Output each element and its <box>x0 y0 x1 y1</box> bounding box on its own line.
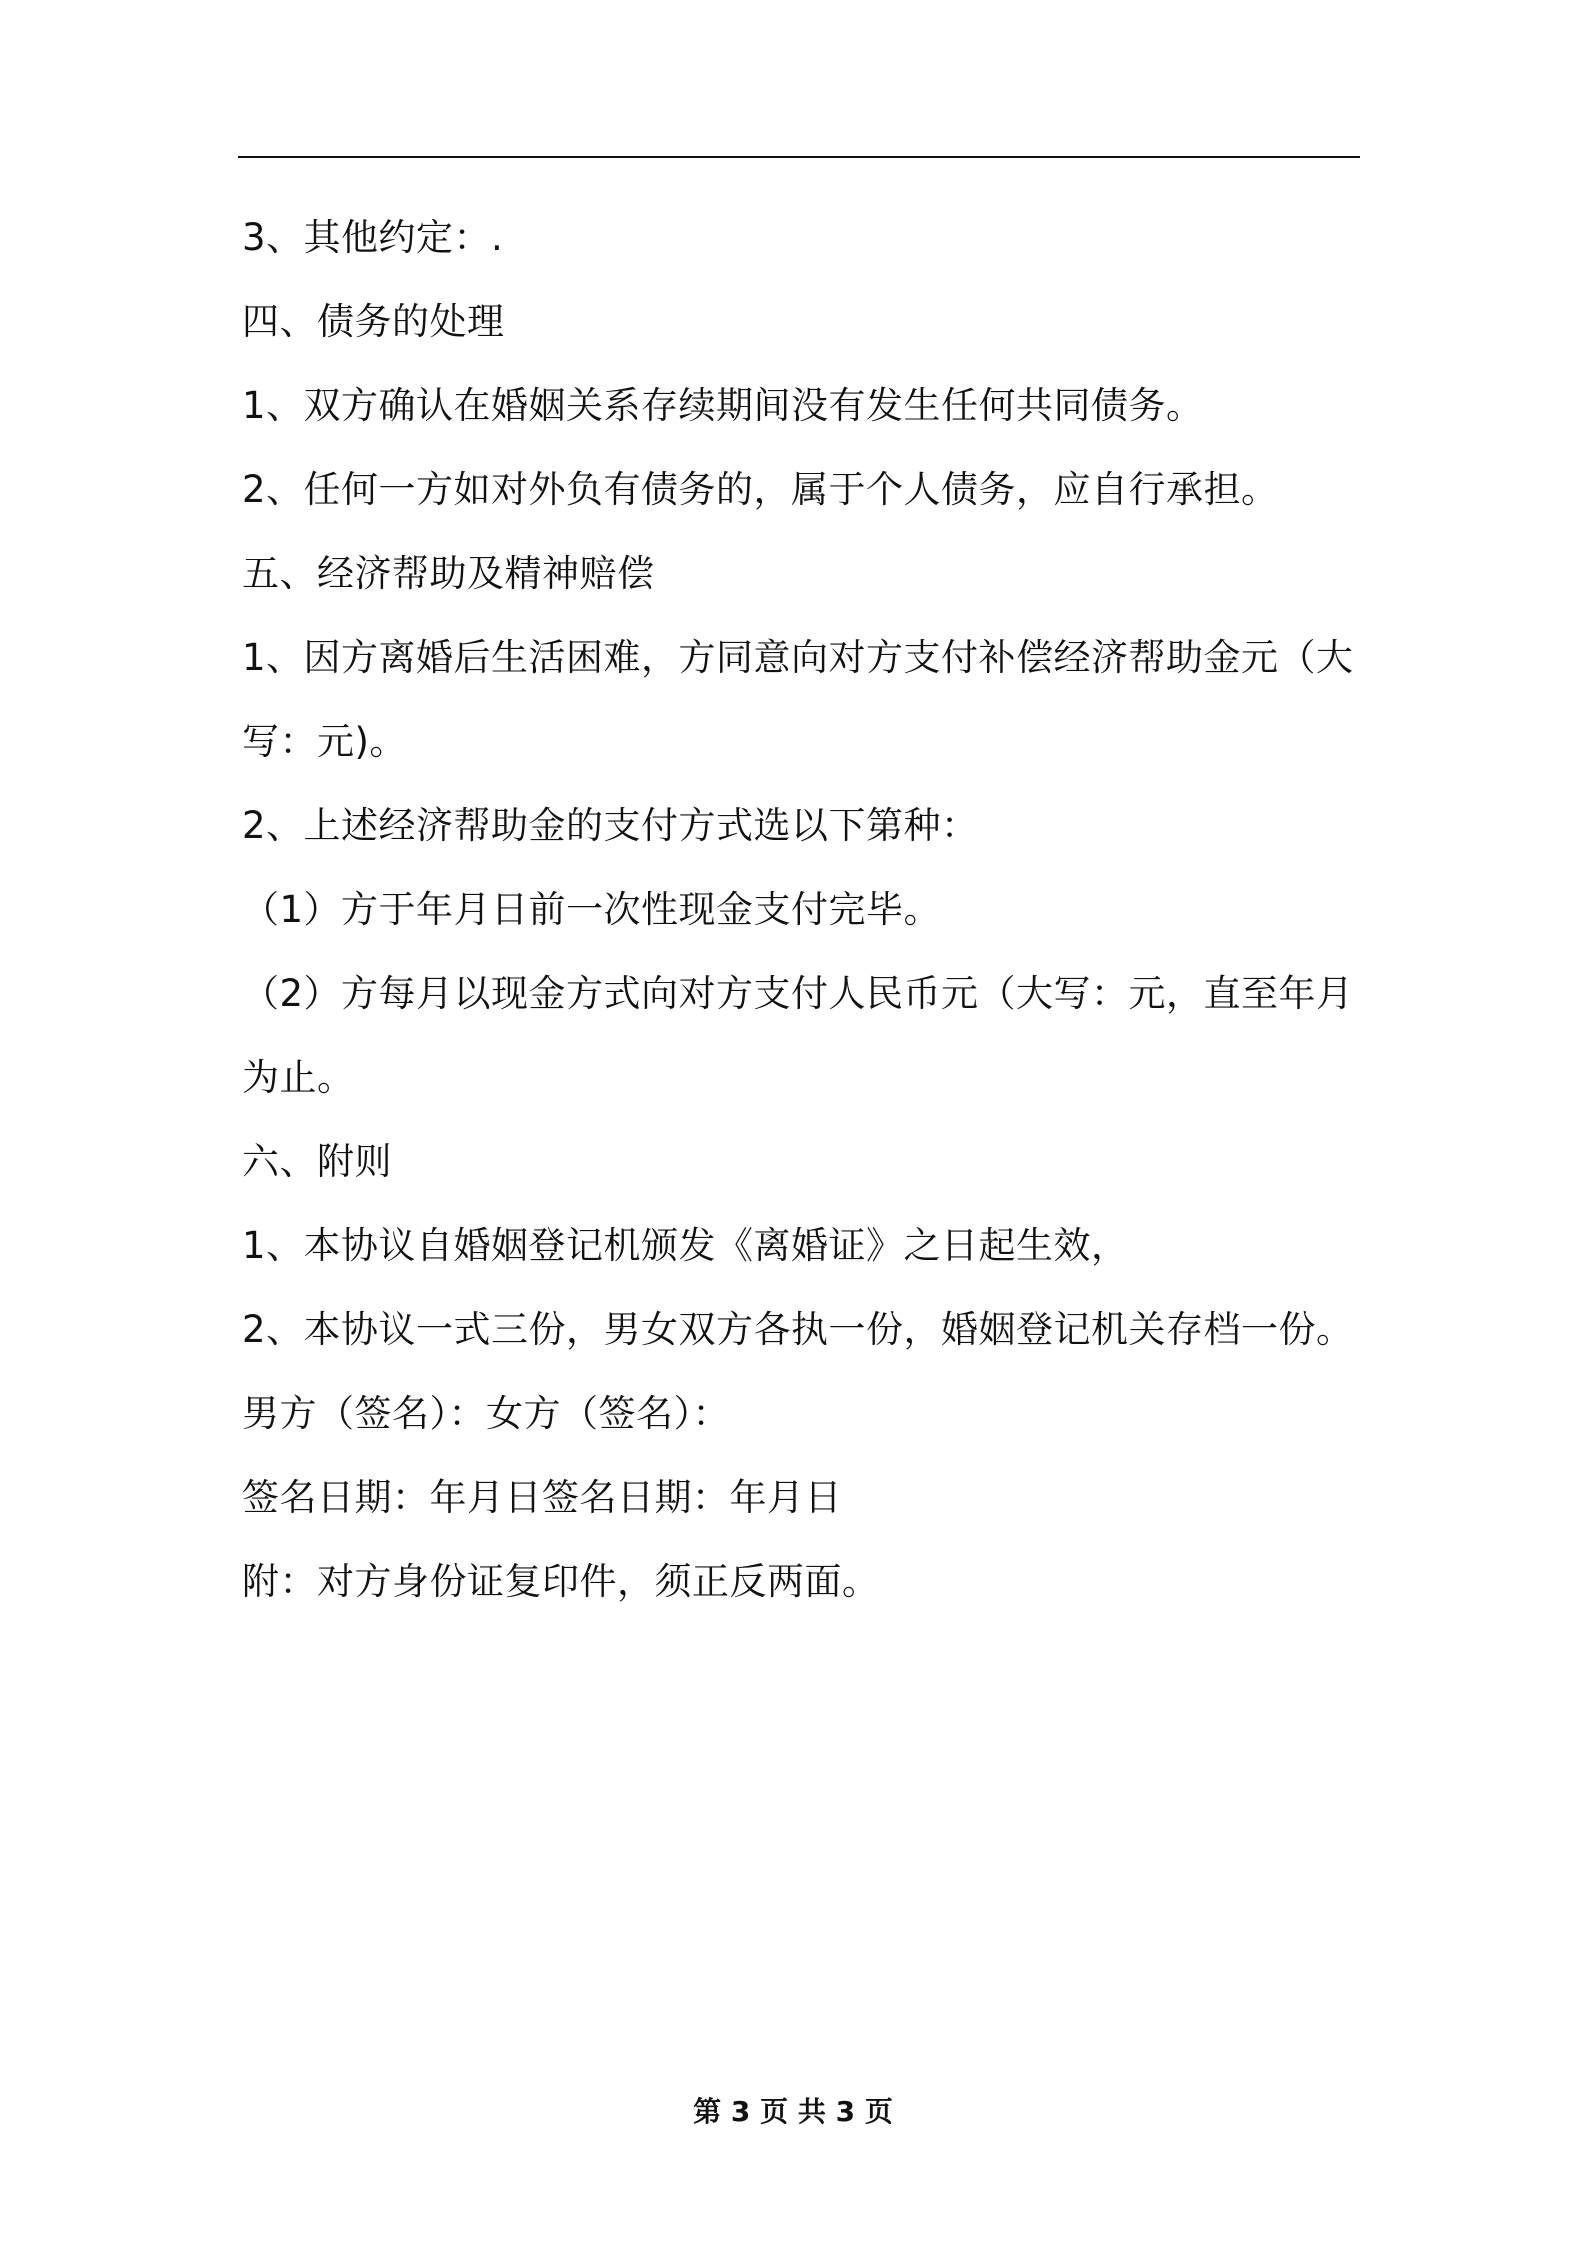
line-effective-date: 1、本协议自婚姻登记机颁发《离婚证》之日起生效， <box>242 1224 1129 1267</box>
line-economic-help-amount-cont: 写：元)。 <box>242 720 407 763</box>
line-payment-method: 2、上述经济帮助金的支付方式选以下第种： <box>242 804 979 847</box>
line-other-agreement: 3、其他约定：. <box>242 216 504 259</box>
heading-supplementary: 六、附则 <box>242 1140 392 1183</box>
line-payment-option-2: （2）方每月以现金方式向对方支付人民币元（大写：元，直至年月 <box>242 972 1354 1015</box>
line-copies: 2、本协议一式三份，男女双方各执一份，婚姻登记机关存档一份。 <box>242 1308 1354 1351</box>
line-payment-option-2-cont: 为止。 <box>242 1056 355 1099</box>
signature-date-line: 签名日期：年月日签名日期：年月日 <box>242 1476 842 1519</box>
attachment-note: 附：对方身份证复印件，须正反两面。 <box>242 1560 880 1603</box>
line-no-joint-debt: 1、双方确认在婚姻关系存续期间没有发生任何共同债务。 <box>242 384 1204 427</box>
signature-line: 男方（签名）：女方（签名）： <box>242 1392 730 1435</box>
line-economic-help-amount: 1、因方离婚后生活困难，方同意向对方支付补偿经济帮助金元（大 <box>242 636 1354 679</box>
heading-economic-help: 五、经济帮助及精神赔偿 <box>242 552 655 595</box>
line-payment-option-1: （1）方于年月日前一次性现金支付完毕。 <box>242 888 942 931</box>
line-personal-debt: 2、任何一方如对外负有债务的，属于个人债务，应自行承担。 <box>242 468 1279 511</box>
document-body <box>242 196 1360 1624</box>
heading-debt-handling: 四、债务的处理 <box>242 300 505 343</box>
header-rule <box>238 156 1360 158</box>
page-number: 第 3 页 共 3 页 <box>693 2095 893 2128</box>
